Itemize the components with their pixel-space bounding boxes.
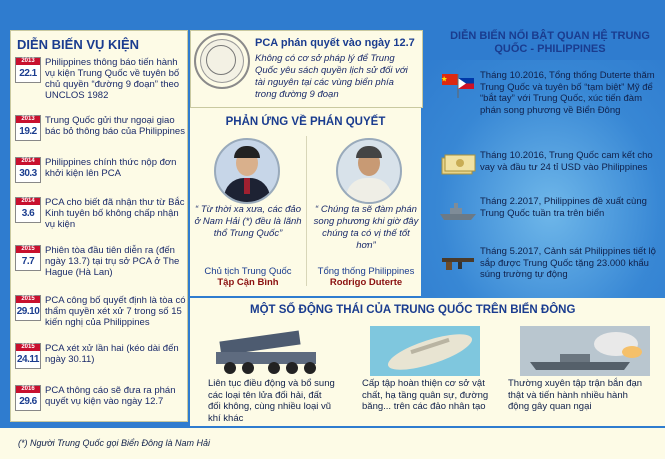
timeline-text: Philippines chính thức nộp đơn khởi kiện lên PCA [45, 157, 177, 179]
action-text: Liên tục điều động và bổ sung các loại tên lửa đối hải, đất đối không, cùng nhiều loại vũ khí khác [208, 378, 335, 424]
china-actions-panel [190, 298, 665, 426]
calendar-icon [15, 343, 41, 369]
money-icon [440, 150, 476, 180]
timeline-text: PCA cho biết đã nhận thư từ Bắc Kinh tuyên bố không chấp nhận vụ kiện [45, 197, 185, 230]
missile-launcher-icon [212, 326, 332, 376]
portrait-duterte-avatar [336, 138, 402, 204]
speaker-name: Tập Cận Bình [217, 277, 279, 288]
calendar-year: 2015 [16, 246, 40, 253]
timeline-text: Philippines thông báo tiến hành vụ kiện Trung Quốc về tuyên bố chủ quyền “đường 9 đoạn” theo UNCLOS 1982 [45, 57, 180, 101]
speaker-duterte [312, 266, 420, 288]
relations-text: Tháng 10.2016, Tổng thống Duterte thăm Trung Quốc và tuyên bố “tạm biệt” Mỹ để “bắt tay” với Trung Quốc, xúc tiến đàm phán song phương về Biển Đông [480, 70, 655, 116]
rifle-icon [440, 246, 476, 276]
action-text: Thường xuyên tập trận bắn đạn thật và tiến hành nhiều hành động gây quan ngại [508, 378, 643, 412]
action-text: Cấp tập hoàn thiện cơ sở vật chất, hạ tầng quân sự, đường băng... trên các đảo nhân tạo [362, 378, 489, 412]
calendar-year: 2016 [16, 386, 40, 393]
pca-title: PCA phán quyết vào ngày 12.7 [255, 37, 415, 49]
calendar-date: 7.7 [21, 256, 35, 267]
calendar-date: 29.6 [19, 396, 37, 407]
calendar-year: 2014 [16, 158, 40, 165]
timeline-title: DIỄN BIẾN VỤ KIỆN [17, 37, 140, 52]
quote-xi: “ Từ thời xa xưa, các đảo ở Nam Hải (*) đều là lãnh thổ Trung Quốc” [194, 204, 302, 239]
speaker-role: Chủ tịch Trung Quốc [204, 266, 292, 277]
relations-text: Tháng 2.2017, Philippines đề xuất cùng Trung Quốc tuần tra trên biển [480, 196, 647, 219]
timeline-text: PCA thông cáo sẽ đưa ra phán quyết vụ kiện vào ngày 12.7 [45, 385, 176, 407]
calendar-icon [15, 57, 41, 83]
calendar-year: 2015 [16, 296, 40, 303]
calendar-icon [15, 295, 41, 321]
calendar-year: 2013 [16, 116, 40, 123]
actions-title: MỘT SỐ ĐỘNG THÁI CỦA TRUNG QUỐC TRÊN BIỂN ĐÔNG [250, 304, 576, 316]
speaker-role: Tổng thống Philippines [317, 266, 415, 277]
live-fire-icon [520, 326, 650, 376]
timeline-text: PCA xét xử lần hai (kéo dài đến ngày 30.11) [45, 343, 179, 365]
calendar-icon [15, 157, 41, 183]
relations-text: Tháng 5.2017, Cảnh sát Philippines tiết lộ sắp được Trung Quốc tặng 23.000 khẩu súng trường tự động [480, 246, 656, 280]
portrait-xi-avatar [214, 138, 280, 204]
lawsuit-timeline-panel [10, 30, 188, 422]
calendar-date: 22.1 [19, 68, 37, 79]
calendar-date: 30.3 [19, 168, 37, 179]
calendar-date: 29.10 [16, 306, 40, 317]
calendar-date: 19.2 [19, 126, 37, 137]
footnote: (*) Người Trung Quốc gọi Biển Đông là Nam Hải [18, 438, 211, 448]
calendar-icon [15, 115, 41, 141]
calendar-date: 24.11 [17, 354, 39, 365]
calendar-year: 2015 [16, 344, 40, 351]
calendar-icon [15, 385, 41, 411]
warship-icon [440, 196, 476, 226]
flags-icon [440, 70, 476, 100]
timeline-text: Trung Quốc gửi thư ngoại giao bác bỏ thông báo của Philippines [45, 115, 185, 137]
reaction-panel [190, 108, 421, 296]
speaker-xi [194, 266, 302, 288]
divider [306, 136, 307, 286]
calendar-year: 2014 [16, 198, 40, 205]
calendar-icon [15, 245, 41, 271]
pca-text: Không có cơ sở pháp lý để Trung Quốc yêu sách quyền lịch sử đối với tài nguyên tại các vùng biển phía trong đường 9 đoạn [255, 53, 408, 100]
reaction-title: PHẢN ỨNG VỀ PHÁN QUYẾT [225, 116, 386, 128]
calendar-date: 3.6 [21, 208, 35, 219]
island-icon [370, 326, 480, 376]
calendar-year: 2013 [16, 58, 40, 65]
calendar-icon [15, 197, 41, 223]
quote-duterte: “ Chúng ta sẽ đàm phán song phương khi giờ đây chúng ta có vị thế tốt hơn” [313, 204, 419, 251]
relations-text: Tháng 10.2016, Trung Quốc cam kết cho vay và đầu tư 24 tỉ USD vào Philippines [480, 150, 653, 173]
timeline-text: PCA công bố quyết định là tòa có thẩm quyền xét xử 7 trong số 15 kiến nghị của Philippines [45, 295, 186, 328]
relations-title: DIỄN BIẾN NỔI BẬT QUAN HỆ TRUNG QUỐC - PHILIPPINES [450, 30, 650, 55]
timeline-text: Phiên tòa đầu tiên diễn ra (đến ngày 13.7) tại trụ sở PCA ở The Hague (Hà Lan) [45, 245, 180, 278]
speaker-name: Rodrigo Duterte [329, 277, 403, 288]
court-seal-icon [194, 33, 250, 89]
